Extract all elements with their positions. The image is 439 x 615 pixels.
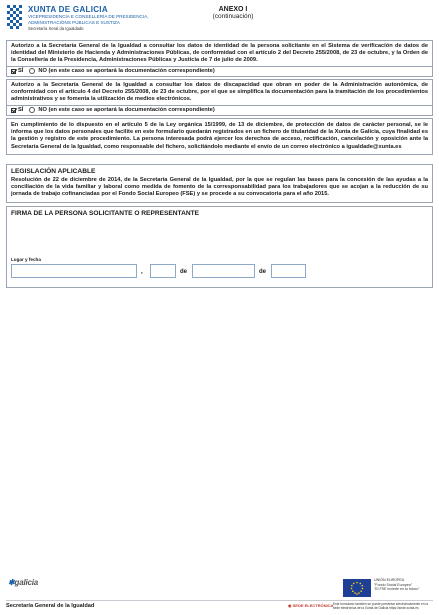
date-separator-2: de <box>259 269 267 275</box>
consent-disability-yes-checkbox[interactable] <box>11 108 16 113</box>
consent-identity-text: Autorizo a la Secretaría General de la Igualdad a consultar los datos de identidad de la persona solicitante en el Sistema de verificación de datos de identidad del Ministerio de Hacienda y Administraciones Públicas, de conformidad con el artículo 2 del Decreto 255/2008, de 23 de octubre, y la Orden de la Consellería de la Presidencia, Administraciones Públicas y Justicia de 7 de julio de 2009. <box>11 43 428 64</box>
sede-icon: ◉ <box>288 603 292 608</box>
data-protection-box <box>6 118 433 155</box>
signature-title: FIRMA DE LA PERSONA SOLICITANTE O REPRESENTANTE <box>11 210 200 217</box>
year-input[interactable] <box>271 264 306 278</box>
xunta-logo-icon <box>6 4 24 32</box>
eu-text-line-2: "Fondo Social Europeo" <box>374 582 413 587</box>
department-line-1: VICEPRESIDENCIA E CONSELLERÍA DE PRESIDENCIA, <box>28 14 149 19</box>
consent-disability-no-radio[interactable] <box>29 107 35 113</box>
organization-block <box>28 5 149 32</box>
consent-disability-box <box>6 79 433 116</box>
consent-identity-yes-label: SÍ <box>18 68 24 75</box>
signature-box <box>6 206 433 288</box>
document-header <box>6 4 434 38</box>
consent-disability-yes-label: SÍ <box>18 107 24 114</box>
legislation-title: LEGISLACIÓN APLICABLE <box>11 168 96 175</box>
month-input[interactable] <box>192 264 255 278</box>
annex-title: ANEXO I <box>218 6 248 13</box>
eu-flag-icon <box>343 579 371 597</box>
consent-disability-no-label: NO (en este caso se aportará la documentación correspondiente) <box>38 107 215 114</box>
date-separator-1: de <box>180 269 188 275</box>
galicia-logo-text: galicia <box>14 578 39 587</box>
galicia-logo-mark: ✱ <box>8 578 15 587</box>
annex-heading <box>198 6 268 20</box>
sede-electronica-logo <box>288 603 334 608</box>
eu-text-line-1: UNIÓN EUROPEA <box>374 578 405 582</box>
place-date-comma: , <box>141 269 143 275</box>
sede-label: SEDE ELECTRÓNICA <box>292 603 334 608</box>
consent-identity-options <box>7 66 432 76</box>
consent-identity-no-label: NO (en este caso se aportará la documentación correspondiente) <box>38 68 215 75</box>
sede-info-text: Este formulario también se puede presentar electrónicamente en la sede electrónica de la Xunta de Galicia https://sede.xunta.es <box>333 602 428 610</box>
consent-identity-no-radio[interactable] <box>29 68 35 74</box>
organization-name: XUNTA DE GALICIA <box>28 5 108 14</box>
consent-identity-text-wrap <box>7 41 432 66</box>
footer-secretaria: Secretaría General de la Igualdad <box>6 603 95 609</box>
place-input[interactable] <box>11 264 137 278</box>
day-input[interactable] <box>150 264 176 278</box>
footer-divider <box>6 600 433 601</box>
legislation-text-wrap <box>7 177 432 202</box>
legislation-box <box>6 164 433 203</box>
consent-disability-text-wrap <box>7 80 432 105</box>
eu-funding-text <box>374 578 434 592</box>
department-line-2: ADMINISTRACIÓNS PÚBLICAS E XUSTIZA <box>28 20 120 25</box>
data-protection-text: En cumplimiento de lo dispuesto en el artículo 5 de la Ley orgánica 15/1999, de 13 de diciembre, de protección de datos de carácter personal, se le informa que los datos personales que facilite en este formulario quedarán registrados en un fichero de titularidad de la Xunta de Galicia, cuya finalidad es la gestión y registro de este procedimiento. La persona interesada podrá ejercer los derechos de acceso, rectificación, cancelación y oposición ante la Secretaría General de la Igualdad, como responsable del fichero, solicitándolo mediante el envío de un correo electrónico a igualdade@xunta.es <box>11 122 428 150</box>
consent-disability-text: Autorizo a la Secretaría General de la Igualdad a consultar los datos de discapacidad que obran en poder de la Administración autonómica, de conformidad con el artículo 4 del Decreto 255/2008, de 23 de octubre, por el que se simplifica la documentación para la tramitación de los procedimientos administrativos y se fomenta la utilización de medios electrónicos. <box>11 82 428 103</box>
eu-stars-icon <box>343 579 371 597</box>
department-line-3: Secretaría Xeral da Igualdade <box>28 26 84 31</box>
place-date-label: Lugar y fecha <box>11 257 41 262</box>
galicia-logo <box>8 578 38 587</box>
eu-text-line-3: "El FSE invierte en tu futuro" <box>374 587 420 591</box>
annex-subtitle: (continuación) <box>212 13 254 20</box>
legislation-text: Resolución de 22 de diciembre de 2014, de la Secretaría General de la Igualdad, por la que se regulan las bases para la concesión de las ayudas a la conciliación de la vida familiar y laboral como medida de fomento de la corresponsabilidad para los trabajadores que se acojan a la reducción de su jornada de trabajo cofinanciadas por el Fondo Social Europeo (FSE) y se procede a su convocatoria para el año 2015. <box>11 177 428 198</box>
consent-identity-box <box>6 40 433 77</box>
consent-disability-options <box>7 105 432 115</box>
consent-identity-yes-checkbox[interactable] <box>11 69 16 74</box>
